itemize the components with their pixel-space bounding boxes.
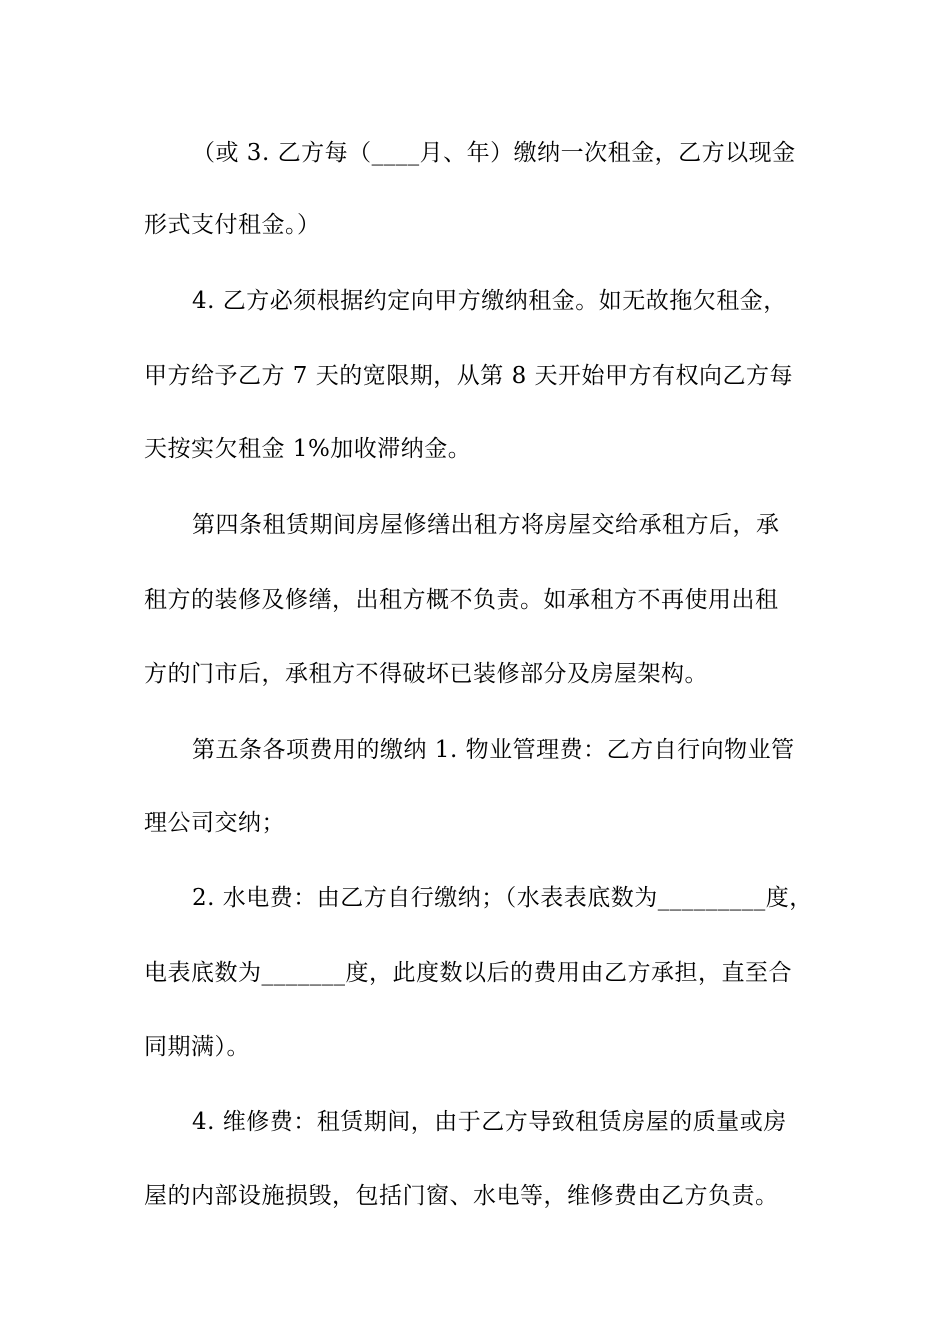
text-line-10: 理公司交纳；	[144, 810, 285, 836]
text-line-13: 同期满）。	[144, 1034, 250, 1060]
text-line-7: 租方的装修及修缮，出租方概不负责。如承租方不再使用出租	[144, 587, 779, 613]
text-line-2: 形式支付租金。）	[144, 212, 321, 238]
text-line-6: 第四条租赁期间房屋修缮出租方将房屋交给承租方后，承	[192, 512, 780, 538]
text-line-12: 电表底数为_______度，此度数以后的费用由乙方承担，直至合	[144, 960, 792, 986]
text-line-5: 天按实欠租金 1%加收滞纳金。	[144, 436, 472, 462]
text-line-14: 4. 维修费：租赁期间，由于乙方导致租赁房屋的质量或房	[192, 1109, 787, 1135]
text-line-4: 甲方给予乙方 7 天的宽限期，从第 8 天开始甲方有权向乙方每	[144, 363, 794, 389]
text-line-3: 4. 乙方必须根据约定向甲方缴纳租金。如无故拖欠租金，	[192, 288, 787, 314]
text-line-8: 方的门市后，承租方不得破坏已装修部分及房屋架构。	[144, 661, 708, 687]
text-line-9: 第五条各项费用的缴纳 1. 物业管理费：乙方自行向物业管	[192, 737, 795, 763]
text-line-15: 屋的内部设施损毁，包括门窗、水电等，维修费由乙方负责。	[144, 1183, 779, 1209]
text-line-1: （或 3. 乙方每（____月、年）缴纳一次租金，乙方以现金	[192, 140, 796, 166]
text-line-11: 2. 水电费：由乙方自行缴纳；（水表表底数为_________度，	[192, 885, 813, 911]
